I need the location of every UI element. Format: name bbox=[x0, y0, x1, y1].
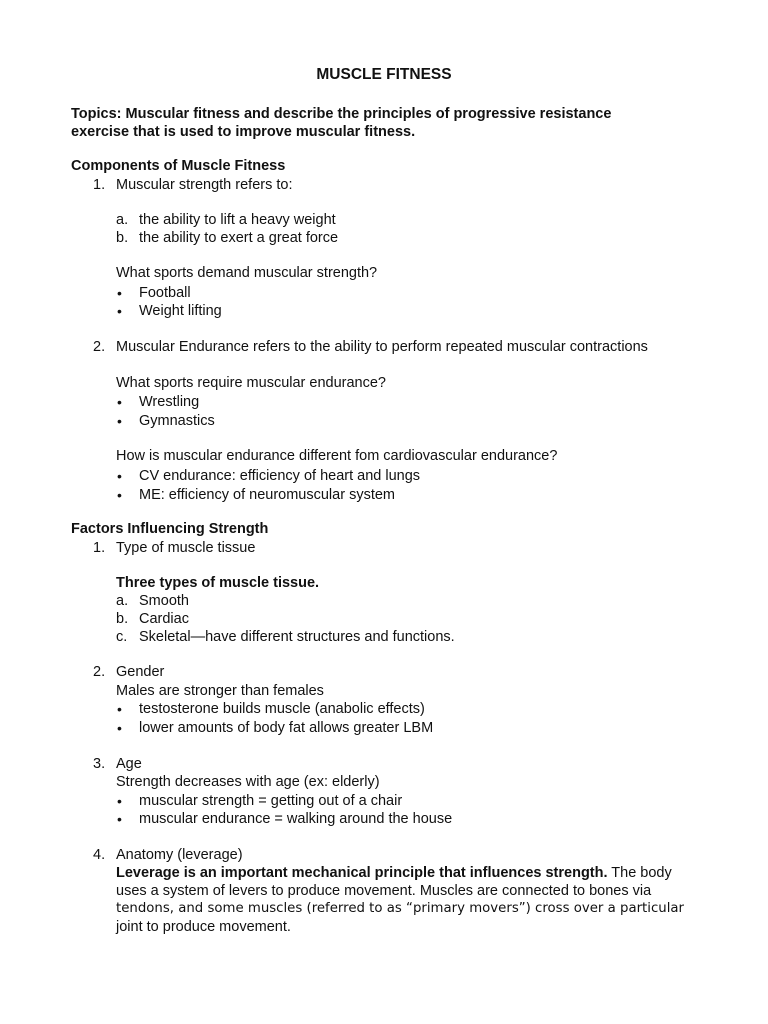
bullet-icon: • bbox=[117, 720, 122, 736]
list-number: 4. bbox=[93, 847, 106, 863]
bullet-text: Wrestling bbox=[139, 394, 200, 410]
lead-rest: The body bbox=[607, 865, 672, 881]
bullet-text: muscular endurance = walking around the house bbox=[139, 811, 453, 827]
bullet-text: testosterone builds muscle (anabolic effects) bbox=[139, 701, 425, 717]
question-text: What sports require muscular endurance? bbox=[116, 375, 386, 391]
question-text: What sports demand muscular strength? bbox=[116, 265, 378, 281]
bullet-icon: • bbox=[117, 285, 122, 301]
list-item-text: Muscular strength refers to: bbox=[116, 177, 293, 193]
sub-letter: b. bbox=[116, 611, 129, 627]
list-item-text: Anatomy (leverage) bbox=[116, 847, 243, 863]
list-item-text: Age bbox=[116, 756, 142, 772]
list-number: 2. bbox=[93, 664, 106, 680]
sub-letter: a. bbox=[116, 593, 129, 609]
bullet-text: lower amounts of body fat allows greater LBM bbox=[139, 720, 434, 736]
bullet-icon: • bbox=[117, 701, 122, 717]
list-item-text: Muscular Endurance refers to the ability to perform repeated muscular contractions bbox=[116, 339, 648, 355]
bullet-text: Gymnastics bbox=[139, 413, 215, 429]
sub-item-text: Smooth bbox=[139, 593, 189, 609]
bullet-text: CV endurance: efficiency of heart and lungs bbox=[139, 468, 421, 484]
paragraph-line: joint to produce movement. bbox=[116, 919, 291, 935]
bullet-icon: • bbox=[117, 793, 122, 809]
sub-letter: c. bbox=[116, 629, 128, 645]
sub-letter: b. bbox=[116, 230, 129, 246]
bullet-text: ME: efficiency of neuromuscular system bbox=[139, 487, 395, 503]
paragraph-line: tendons, and some muscles (referred to as “primary movers”) cross over a particular bbox=[116, 901, 685, 916]
list-item-text: Type of muscle tissue bbox=[116, 540, 256, 556]
bullet-icon: • bbox=[117, 468, 122, 484]
sub-item-text: the ability to lift a heavy weight bbox=[139, 212, 336, 228]
bullet-icon: • bbox=[117, 413, 122, 429]
topics-line-2: exercise that is used to improve muscular fitness. bbox=[71, 124, 416, 140]
sub-item-text: Cardiac bbox=[139, 611, 189, 627]
paragraph-line: uses a system of levers to produce movement. Muscles are connected to bones via bbox=[116, 883, 652, 899]
list-number: 1. bbox=[93, 540, 106, 556]
sub-item-text: Skeletal—have different structures and functions. bbox=[139, 629, 455, 645]
bullet-icon: • bbox=[117, 394, 122, 410]
bold-lead: Leverage is an important mechanical principle that influences strength. bbox=[116, 865, 608, 881]
bullet-text: Weight lifting bbox=[139, 303, 222, 319]
list-number: 1. bbox=[93, 177, 106, 193]
question-text: How is muscular endurance different fom cardiovascular endurance? bbox=[116, 448, 558, 464]
bullet-icon: • bbox=[117, 303, 122, 319]
list-item-text: Gender bbox=[116, 664, 165, 680]
sub-letter: a. bbox=[116, 212, 129, 228]
sub-item-text: the ability to exert a great force bbox=[139, 230, 339, 246]
bullet-icon: • bbox=[117, 811, 122, 827]
body-line: Males are stronger than females bbox=[116, 683, 324, 699]
factors-heading: Factors Influencing Strength bbox=[71, 521, 269, 537]
subheading: Three types of muscle tissue. bbox=[116, 575, 320, 591]
bullet-icon: • bbox=[117, 487, 122, 503]
page-title: MUSCLE FITNESS bbox=[316, 66, 452, 83]
components-heading: Components of Muscle Fitness bbox=[71, 158, 286, 174]
list-number: 2. bbox=[93, 339, 106, 355]
bullet-text: muscular strength = getting out of a chair bbox=[139, 793, 403, 809]
bullet-text: Football bbox=[139, 285, 191, 301]
paragraph-line bbox=[116, 864, 672, 882]
list-number: 3. bbox=[93, 756, 106, 772]
topics-line-1: Topics: Muscular fitness and describe the principles of progressive resistance bbox=[71, 106, 612, 122]
body-line: Strength decreases with age (ex: elderly) bbox=[116, 774, 380, 790]
